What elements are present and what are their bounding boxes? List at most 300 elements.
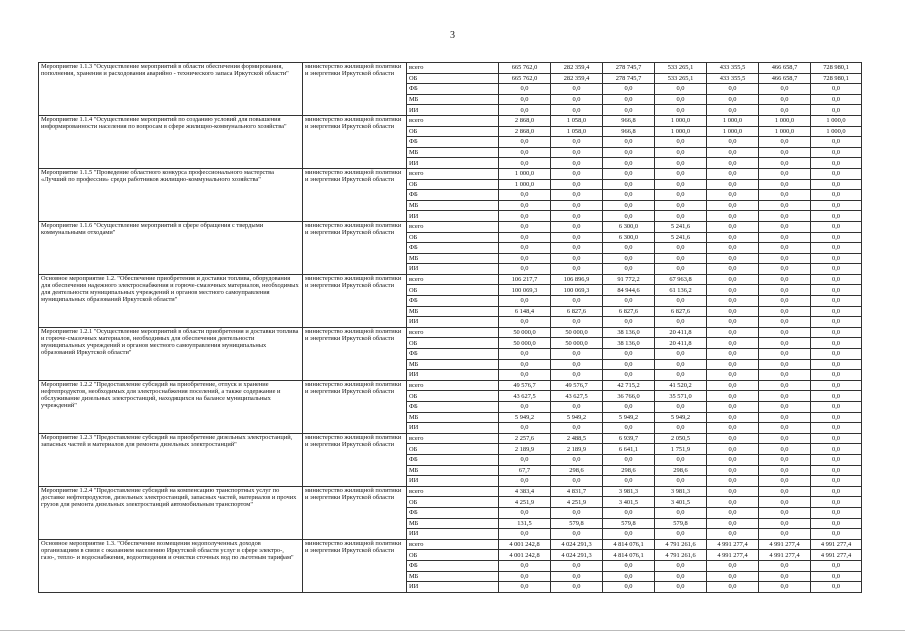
amount-cell: 106 217,7 bbox=[499, 274, 551, 285]
amount-cell: 282 359,4 bbox=[551, 63, 603, 74]
amount-cell: 4 251,9 bbox=[551, 497, 603, 508]
executor-cell: министерство жилищной политики и энергетики Иркутской области bbox=[303, 274, 407, 327]
amount-cell: 433 355,5 bbox=[707, 73, 759, 84]
amount-cell: 0,0 bbox=[811, 232, 862, 243]
amount-cell: 0,0 bbox=[707, 465, 759, 476]
amount-cell: 0,0 bbox=[499, 94, 551, 105]
amount-cell: 4 024 291,3 bbox=[551, 539, 603, 550]
amount-cell: 728 980,1 bbox=[811, 63, 862, 74]
table-row bbox=[39, 115, 862, 126]
funding-source-cell: всего bbox=[407, 539, 499, 550]
amount-cell: 0,0 bbox=[759, 402, 811, 413]
amount-cell: 0,0 bbox=[499, 190, 551, 201]
amount-cell: 0,0 bbox=[551, 296, 603, 307]
amount-cell: 0,0 bbox=[811, 465, 862, 476]
amount-cell: 2 868,0 bbox=[499, 115, 551, 126]
amount-cell: 5 241,6 bbox=[655, 232, 707, 243]
amount-cell: 0,0 bbox=[759, 264, 811, 275]
amount-cell: 0,0 bbox=[759, 391, 811, 402]
amount-cell: 0,0 bbox=[759, 84, 811, 95]
table-row bbox=[39, 380, 862, 391]
amount-cell: 0,0 bbox=[655, 296, 707, 307]
amount-cell: 0,0 bbox=[759, 486, 811, 497]
table-row bbox=[39, 274, 862, 285]
amount-cell: 3 401,5 bbox=[603, 497, 655, 508]
amount-cell: 100 069,3 bbox=[551, 285, 603, 296]
funding-source-cell: ОБ bbox=[407, 179, 499, 190]
amount-cell: 0,0 bbox=[655, 423, 707, 434]
amount-cell: 4 251,9 bbox=[499, 497, 551, 508]
amount-cell: 0,0 bbox=[707, 221, 759, 232]
measure-description: Мероприятие 1.1.3 "Осуществление мероприятий в области обеспечения формирования, пополнения, хранения и расходования аварийно - технического запаса Иркутской области" bbox=[39, 63, 303, 116]
amount-cell: 0,0 bbox=[759, 582, 811, 593]
amount-cell: 0,0 bbox=[759, 518, 811, 529]
amount-cell: 0,0 bbox=[551, 243, 603, 254]
amount-cell: 0,0 bbox=[707, 200, 759, 211]
table-row bbox=[39, 168, 862, 179]
table-row bbox=[39, 63, 862, 74]
executor-cell: министерство жилищной политики и энергетики Иркутской области bbox=[303, 63, 407, 116]
amount-cell: 0,0 bbox=[603, 476, 655, 487]
amount-cell: 1 058,0 bbox=[551, 126, 603, 137]
amount-cell: 1 751,9 bbox=[655, 444, 707, 455]
amount-cell: 1 000,0 bbox=[811, 115, 862, 126]
amount-cell: 0,0 bbox=[811, 158, 862, 169]
amount-cell: 0,0 bbox=[811, 137, 862, 148]
amount-cell: 6 827,6 bbox=[551, 306, 603, 317]
table-row bbox=[39, 486, 862, 497]
amount-cell: 0,0 bbox=[499, 476, 551, 487]
amount-cell: 0,0 bbox=[759, 306, 811, 317]
amount-cell: 0,0 bbox=[603, 200, 655, 211]
amount-cell: 0,0 bbox=[811, 582, 862, 593]
amount-cell: 0,0 bbox=[759, 423, 811, 434]
amount-cell: 0,0 bbox=[551, 402, 603, 413]
amount-cell: 4 991 277,4 bbox=[759, 539, 811, 550]
table-row bbox=[39, 327, 862, 338]
amount-cell: 0,0 bbox=[551, 582, 603, 593]
amount-cell: 0,0 bbox=[603, 317, 655, 328]
amount-cell: 0,0 bbox=[707, 137, 759, 148]
amount-cell: 0,0 bbox=[655, 253, 707, 264]
amount-cell: 4 383,4 bbox=[499, 486, 551, 497]
amount-cell: 0,0 bbox=[759, 285, 811, 296]
amount-cell: 0,0 bbox=[707, 412, 759, 423]
funding-source-cell: ИИ bbox=[407, 423, 499, 434]
amount-cell: 0,0 bbox=[811, 370, 862, 381]
amount-cell: 0,0 bbox=[707, 243, 759, 254]
amount-cell: 728 980,1 bbox=[811, 73, 862, 84]
amount-cell: 61 136,2 bbox=[655, 285, 707, 296]
amount-cell: 0,0 bbox=[551, 571, 603, 582]
amount-cell: 0,0 bbox=[707, 264, 759, 275]
amount-cell: 0,0 bbox=[759, 338, 811, 349]
funding-source-cell: всего bbox=[407, 274, 499, 285]
funding-source-cell: МБ bbox=[407, 94, 499, 105]
amount-cell: 0,0 bbox=[603, 296, 655, 307]
amount-cell: 4 001 242,8 bbox=[499, 550, 551, 561]
amount-cell: 0,0 bbox=[707, 391, 759, 402]
amount-cell: 298,6 bbox=[655, 465, 707, 476]
funding-source-cell: МБ bbox=[407, 571, 499, 582]
amount-cell: 0,0 bbox=[551, 211, 603, 222]
amount-cell: 0,0 bbox=[759, 232, 811, 243]
amount-cell: 0,0 bbox=[499, 529, 551, 540]
amount-cell: 0,0 bbox=[499, 359, 551, 370]
amount-cell: 0,0 bbox=[707, 296, 759, 307]
amount-cell: 0,0 bbox=[811, 274, 862, 285]
amount-cell: 0,0 bbox=[707, 232, 759, 243]
measure-description: Основное мероприятие 1.2. "Обеспечение приобретения и доставки топлива, оборудования для обеспечения надежного электроснабжения и горюче-смазочных материалов, необходимых для деятельности муниципальных учреждений и органов местного самоуправления муниципальных образований Иркутской области" bbox=[39, 274, 303, 327]
amount-cell: 0,0 bbox=[759, 370, 811, 381]
amount-cell: 1 000,0 bbox=[707, 126, 759, 137]
executor-cell: министерство жилищной политики и энергетики Иркутской области bbox=[303, 486, 407, 539]
amount-cell: 0,0 bbox=[811, 423, 862, 434]
amount-cell: 0,0 bbox=[603, 582, 655, 593]
amount-cell: 0,0 bbox=[551, 232, 603, 243]
amount-cell: 1 000,0 bbox=[707, 115, 759, 126]
amount-cell: 0,0 bbox=[603, 168, 655, 179]
amount-cell: 67,7 bbox=[499, 465, 551, 476]
amount-cell: 0,0 bbox=[655, 94, 707, 105]
amount-cell: 0,0 bbox=[499, 349, 551, 360]
amount-cell: 0,0 bbox=[707, 560, 759, 571]
amount-cell: 0,0 bbox=[759, 560, 811, 571]
amount-cell: 0,0 bbox=[811, 359, 862, 370]
amount-cell: 0,0 bbox=[603, 190, 655, 201]
measure-description: Основное мероприятие 1.3. "Обеспечение возмещения недополученных доходов организациям в связи с оказанием населению Иркутской области услуг в сфере электро-, газо-, тепло- и водоснабжения, водоотведения и очистки сточных вод по льготным тарифам" bbox=[39, 539, 303, 592]
amount-cell: 4 814 076,1 bbox=[603, 539, 655, 550]
amount-cell: 0,0 bbox=[811, 507, 862, 518]
table-row bbox=[39, 539, 862, 550]
amount-cell: 0,0 bbox=[811, 518, 862, 529]
amount-cell: 0,0 bbox=[759, 327, 811, 338]
funding-source-cell: ФБ bbox=[407, 507, 499, 518]
amount-cell: 0,0 bbox=[759, 137, 811, 148]
amount-cell: 0,0 bbox=[759, 190, 811, 201]
amount-cell: 0,0 bbox=[655, 507, 707, 518]
amount-cell: 533 265,1 bbox=[655, 73, 707, 84]
amount-cell: 0,0 bbox=[551, 253, 603, 264]
amount-cell: 0,0 bbox=[551, 147, 603, 158]
amount-cell: 0,0 bbox=[811, 168, 862, 179]
amount-cell: 966,8 bbox=[603, 115, 655, 126]
amount-cell: 0,0 bbox=[811, 94, 862, 105]
amount-cell: 50 000,0 bbox=[551, 338, 603, 349]
amount-cell: 0,0 bbox=[499, 296, 551, 307]
amount-cell: 0,0 bbox=[707, 349, 759, 360]
amount-cell: 0,0 bbox=[759, 296, 811, 307]
amount-cell: 0,0 bbox=[811, 338, 862, 349]
amount-cell: 0,0 bbox=[655, 168, 707, 179]
executor-cell: министерство жилищной политики и энергетики Иркутской области bbox=[303, 380, 407, 433]
amount-cell: 0,0 bbox=[707, 274, 759, 285]
amount-cell: 0,0 bbox=[707, 359, 759, 370]
amount-cell: 0,0 bbox=[707, 285, 759, 296]
amount-cell: 665 762,0 bbox=[499, 73, 551, 84]
amount-cell: 0,0 bbox=[811, 497, 862, 508]
amount-cell: 0,0 bbox=[655, 454, 707, 465]
amount-cell: 0,0 bbox=[551, 264, 603, 275]
amount-cell: 966,8 bbox=[603, 126, 655, 137]
amount-cell: 0,0 bbox=[759, 349, 811, 360]
amount-cell: 0,0 bbox=[759, 168, 811, 179]
amount-cell: 0,0 bbox=[759, 243, 811, 254]
amount-cell: 100 069,3 bbox=[499, 285, 551, 296]
amount-cell: 0,0 bbox=[603, 158, 655, 169]
funding-source-cell: ОБ bbox=[407, 444, 499, 455]
amount-cell: 2 189,9 bbox=[499, 444, 551, 455]
amount-cell: 106 896,9 bbox=[551, 274, 603, 285]
amount-cell: 0,0 bbox=[655, 317, 707, 328]
amount-cell: 0,0 bbox=[603, 137, 655, 148]
amount-cell: 0,0 bbox=[603, 571, 655, 582]
amount-cell: 0,0 bbox=[655, 179, 707, 190]
amount-cell: 0,0 bbox=[759, 147, 811, 158]
measure-description: Мероприятие 1.1.4 "Осуществление мероприятий по созданию условий для повышения информированности населения по вопросам в сфере жилищно-коммунального хозяйства" bbox=[39, 115, 303, 168]
amount-cell: 84 944,6 bbox=[603, 285, 655, 296]
amount-cell: 4 991 277,4 bbox=[811, 550, 862, 561]
executor-cell: министерство жилищной политики и энергетики Иркутской области bbox=[303, 168, 407, 221]
amount-cell: 0,0 bbox=[655, 211, 707, 222]
amount-cell: 0,0 bbox=[603, 84, 655, 95]
amount-cell: 2 488,5 bbox=[551, 433, 603, 444]
amount-cell: 0,0 bbox=[499, 317, 551, 328]
measure-description: Мероприятие 1.1.5 "Проведение областного конкурса профессионального мастерства «Лучший по профессии» среди работников жилищно-коммунального хозяйства" bbox=[39, 168, 303, 221]
amount-cell: 0,0 bbox=[707, 582, 759, 593]
amount-cell: 4 791 261,6 bbox=[655, 539, 707, 550]
amount-cell: 579,8 bbox=[655, 518, 707, 529]
amount-cell: 0,0 bbox=[655, 560, 707, 571]
amount-cell: 278 745,7 bbox=[603, 73, 655, 84]
amount-cell: 42 715,2 bbox=[603, 380, 655, 391]
amount-cell: 0,0 bbox=[707, 518, 759, 529]
amount-cell: 0,0 bbox=[655, 349, 707, 360]
funding-source-cell: ИИ bbox=[407, 529, 499, 540]
amount-cell: 36 766,0 bbox=[603, 391, 655, 402]
amount-cell: 0,0 bbox=[759, 454, 811, 465]
amount-cell: 0,0 bbox=[499, 507, 551, 518]
amount-cell: 43 627,5 bbox=[499, 391, 551, 402]
amount-cell: 0,0 bbox=[603, 94, 655, 105]
amount-cell: 0,0 bbox=[551, 349, 603, 360]
amount-cell: 0,0 bbox=[551, 94, 603, 105]
amount-cell: 0,0 bbox=[811, 179, 862, 190]
amount-cell: 0,0 bbox=[759, 221, 811, 232]
amount-cell: 0,0 bbox=[707, 433, 759, 444]
amount-cell: 0,0 bbox=[551, 168, 603, 179]
amount-cell: 49 576,7 bbox=[499, 380, 551, 391]
amount-cell: 0,0 bbox=[707, 571, 759, 582]
amount-cell: 1 058,0 bbox=[551, 115, 603, 126]
funding-source-cell: ИИ bbox=[407, 582, 499, 593]
funding-source-cell: ИИ bbox=[407, 105, 499, 116]
amount-cell: 0,0 bbox=[603, 179, 655, 190]
funding-source-cell: МБ bbox=[407, 306, 499, 317]
funding-source-cell: ОБ bbox=[407, 497, 499, 508]
amount-cell: 0,0 bbox=[551, 84, 603, 95]
amount-cell: 1 000,0 bbox=[499, 168, 551, 179]
funding-source-cell: ФБ bbox=[407, 137, 499, 148]
amount-cell: 49 576,7 bbox=[551, 380, 603, 391]
amount-cell: 1 000,0 bbox=[499, 179, 551, 190]
amount-cell: 0,0 bbox=[499, 560, 551, 571]
funding-source-cell: всего bbox=[407, 168, 499, 179]
amount-cell: 0,0 bbox=[551, 317, 603, 328]
amount-cell: 0,0 bbox=[551, 560, 603, 571]
amount-cell: 0,0 bbox=[707, 486, 759, 497]
amount-cell: 0,0 bbox=[759, 529, 811, 540]
amount-cell: 0,0 bbox=[499, 211, 551, 222]
amount-cell: 0,0 bbox=[759, 380, 811, 391]
funding-source-cell: ФБ bbox=[407, 190, 499, 201]
amount-cell: 0,0 bbox=[811, 105, 862, 116]
amount-cell: 41 520,2 bbox=[655, 380, 707, 391]
amount-cell: 0,0 bbox=[551, 179, 603, 190]
amount-cell: 4 991 277,4 bbox=[811, 539, 862, 550]
amount-cell: 0,0 bbox=[811, 296, 862, 307]
funding-source-cell: всего bbox=[407, 433, 499, 444]
amount-cell: 298,6 bbox=[551, 465, 603, 476]
amount-cell: 0,0 bbox=[707, 402, 759, 413]
amount-cell: 0,0 bbox=[707, 317, 759, 328]
amount-cell: 0,0 bbox=[499, 370, 551, 381]
amount-cell: 0,0 bbox=[759, 476, 811, 487]
funding-source-cell: ИИ bbox=[407, 317, 499, 328]
amount-cell: 0,0 bbox=[707, 327, 759, 338]
funding-source-cell: всего bbox=[407, 380, 499, 391]
amount-cell: 6 148,4 bbox=[499, 306, 551, 317]
amount-cell: 0,0 bbox=[499, 582, 551, 593]
amount-cell: 4 831,7 bbox=[551, 486, 603, 497]
amount-cell: 0,0 bbox=[551, 221, 603, 232]
amount-cell: 0,0 bbox=[811, 264, 862, 275]
amount-cell: 4 001 242,8 bbox=[499, 539, 551, 550]
amount-cell: 0,0 bbox=[811, 454, 862, 465]
funding-source-cell: всего bbox=[407, 63, 499, 74]
page-number: 3 bbox=[450, 30, 455, 41]
amount-cell: 6 300,0 bbox=[603, 221, 655, 232]
amount-cell: 0,0 bbox=[707, 253, 759, 264]
amount-cell: 0,0 bbox=[499, 423, 551, 434]
amount-cell: 0,0 bbox=[811, 476, 862, 487]
funding-source-cell: ОБ bbox=[407, 126, 499, 137]
amount-cell: 0,0 bbox=[759, 359, 811, 370]
amount-cell: 0,0 bbox=[499, 105, 551, 116]
amount-cell: 3 981,3 bbox=[603, 486, 655, 497]
amount-cell: 0,0 bbox=[811, 327, 862, 338]
funding-source-cell: ИИ bbox=[407, 158, 499, 169]
measure-description: Мероприятие 1.2.1 "Осуществление мероприятий в области приобретения и доставки топлива и горюче-смазочных материалов, необходимых для обеспечения деятельности муниципальных учреждений и органов местного самоуправления муниципальных образований Иркутской области" bbox=[39, 327, 303, 380]
amount-cell: 50 000,0 bbox=[499, 338, 551, 349]
amount-cell: 0,0 bbox=[811, 285, 862, 296]
measure-description: Мероприятие 1.1.6 "Осуществление мероприятий в сфере обращения с твердыми коммунальными отходами" bbox=[39, 221, 303, 274]
amount-cell: 4 791 261,6 bbox=[655, 550, 707, 561]
amount-cell: 4 991 277,4 bbox=[759, 550, 811, 561]
amount-cell: 0,0 bbox=[603, 105, 655, 116]
amount-cell: 1 000,0 bbox=[811, 126, 862, 137]
amount-cell: 0,0 bbox=[759, 158, 811, 169]
amount-cell: 0,0 bbox=[707, 423, 759, 434]
amount-cell: 0,0 bbox=[603, 529, 655, 540]
amount-cell: 0,0 bbox=[707, 476, 759, 487]
amount-cell: 2 050,5 bbox=[655, 433, 707, 444]
amount-cell: 0,0 bbox=[759, 465, 811, 476]
funding-source-cell: ФБ bbox=[407, 349, 499, 360]
amount-cell: 35 571,0 bbox=[655, 391, 707, 402]
amount-cell: 0,0 bbox=[603, 243, 655, 254]
executor-cell: министерство жилищной политики и энергетики Иркутской области bbox=[303, 327, 407, 380]
amount-cell: 0,0 bbox=[655, 582, 707, 593]
amount-cell: 0,0 bbox=[551, 423, 603, 434]
funding-source-cell: ОБ bbox=[407, 391, 499, 402]
amount-cell: 0,0 bbox=[551, 454, 603, 465]
amount-cell: 67 963,8 bbox=[655, 274, 707, 285]
amount-cell: 3 401,5 bbox=[655, 497, 707, 508]
measure-description: Мероприятие 1.2.2 "Предоставление субсидий на приобретение, отпуск и хранение нефтепродуктов, необходимых для электроснабжения поселений, а также содержание и обслуживание дизельных электростанций, находящихся на балансе муниципальных учреждений" bbox=[39, 380, 303, 433]
amount-cell: 0,0 bbox=[811, 190, 862, 201]
amount-cell: 5 241,6 bbox=[655, 221, 707, 232]
funding-source-cell: ФБ bbox=[407, 402, 499, 413]
amount-cell: 0,0 bbox=[655, 529, 707, 540]
amount-cell: 2 189,9 bbox=[551, 444, 603, 455]
amount-cell: 0,0 bbox=[707, 497, 759, 508]
amount-cell: 0,0 bbox=[551, 476, 603, 487]
amount-cell: 0,0 bbox=[811, 211, 862, 222]
amount-cell: 0,0 bbox=[551, 507, 603, 518]
amount-cell: 0,0 bbox=[707, 94, 759, 105]
amount-cell: 0,0 bbox=[811, 444, 862, 455]
amount-cell: 0,0 bbox=[707, 84, 759, 95]
amount-cell: 533 265,1 bbox=[655, 63, 707, 74]
amount-cell: 0,0 bbox=[811, 349, 862, 360]
funding-source-cell: ОБ bbox=[407, 232, 499, 243]
amount-cell: 1 000,0 bbox=[655, 115, 707, 126]
amount-cell: 0,0 bbox=[499, 264, 551, 275]
amount-cell: 0,0 bbox=[655, 190, 707, 201]
amount-cell: 0,0 bbox=[655, 402, 707, 413]
amount-cell: 579,8 bbox=[551, 518, 603, 529]
amount-cell: 0,0 bbox=[603, 507, 655, 518]
amount-cell: 0,0 bbox=[811, 147, 862, 158]
page-bottom-rule bbox=[0, 630, 905, 631]
funding-source-cell: всего bbox=[407, 115, 499, 126]
amount-cell: 0,0 bbox=[707, 190, 759, 201]
funding-source-cell: ИИ bbox=[407, 476, 499, 487]
amount-cell: 0,0 bbox=[499, 147, 551, 158]
amount-cell: 298,6 bbox=[603, 465, 655, 476]
amount-cell: 0,0 bbox=[811, 486, 862, 497]
amount-cell: 6 939,7 bbox=[603, 433, 655, 444]
amount-cell: 0,0 bbox=[499, 253, 551, 264]
amount-cell: 0,0 bbox=[551, 529, 603, 540]
funding-source-cell: ОБ bbox=[407, 285, 499, 296]
funding-source-cell: ФБ bbox=[407, 296, 499, 307]
amount-cell: 0,0 bbox=[499, 84, 551, 95]
amount-cell: 0,0 bbox=[759, 179, 811, 190]
amount-cell: 0,0 bbox=[551, 370, 603, 381]
executor-cell: министерство жилищной политики и энергетики Иркутской области bbox=[303, 221, 407, 274]
executor-cell: министерство жилищной политики и энергетики Иркутской области bbox=[303, 433, 407, 486]
amount-cell: 0,0 bbox=[603, 264, 655, 275]
amount-cell: 50 000,0 bbox=[551, 327, 603, 338]
amount-cell: 0,0 bbox=[655, 264, 707, 275]
amount-cell: 0,0 bbox=[499, 221, 551, 232]
amount-cell: 0,0 bbox=[707, 168, 759, 179]
funding-source-cell: ФБ bbox=[407, 84, 499, 95]
amount-cell: 0,0 bbox=[759, 94, 811, 105]
funding-source-cell: МБ bbox=[407, 412, 499, 423]
